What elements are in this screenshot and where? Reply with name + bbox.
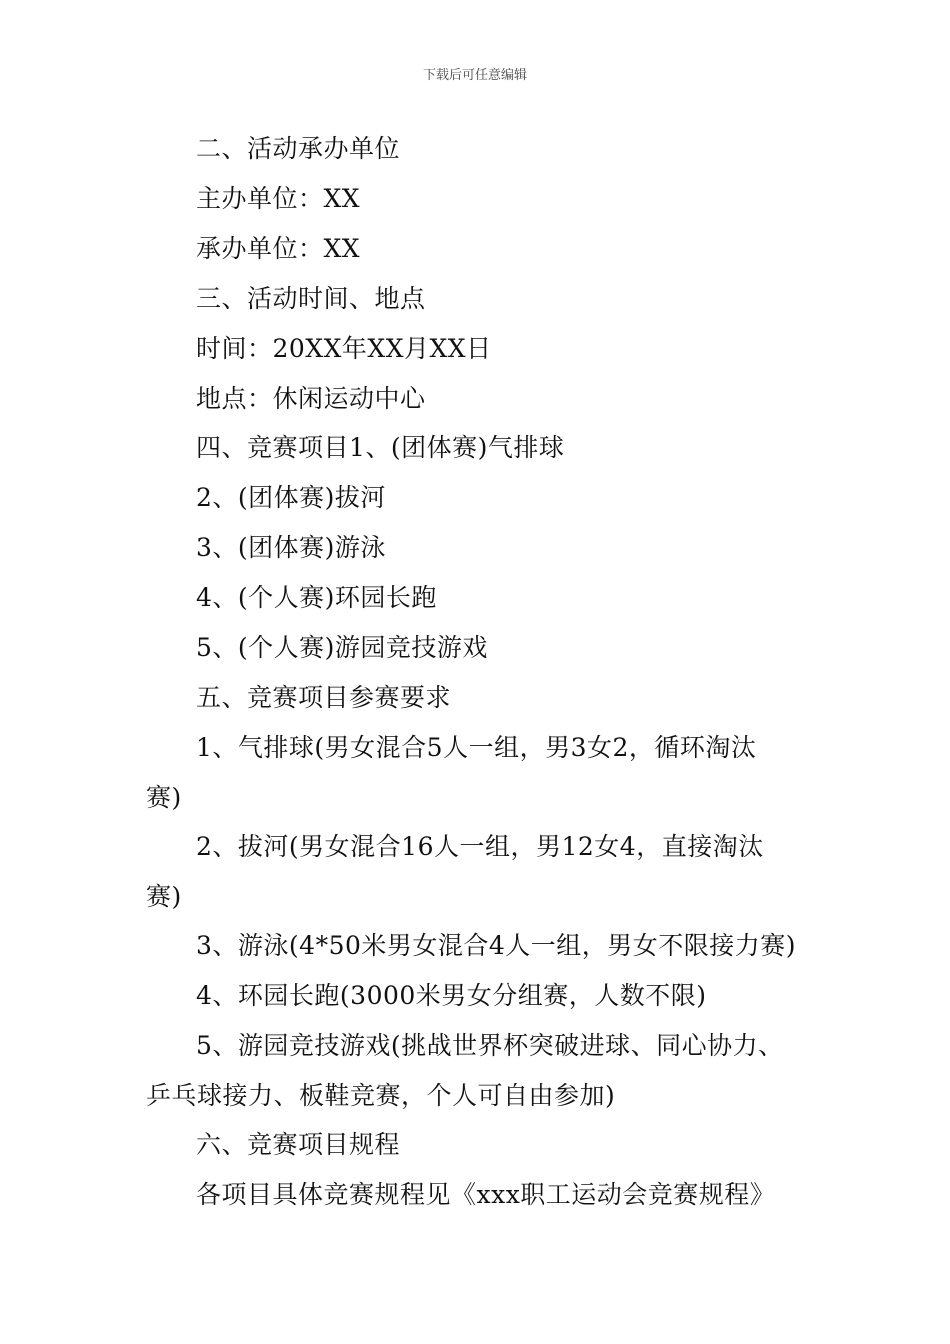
requirement-item-continued: 乒乓球接力、板鞋竞赛，个人可自由参加) [146, 1081, 616, 1110]
event-item: 5、(个人赛)游园竞技游戏 [196, 633, 488, 662]
section-heading-events: 四、竞赛项目1、(团体赛)气排球 [196, 433, 565, 462]
event-item: 4、(个人赛)环园长跑 [196, 583, 437, 612]
rules-reference-line: 各项目具体竞赛规程见《xxx职工运动会竞赛规程》 [196, 1180, 776, 1209]
host-unit-line: 主办单位：XX [196, 184, 361, 213]
section-heading-organizers: 二、活动承办单位 [196, 134, 401, 163]
requirement-item-continued: 赛) [146, 882, 182, 911]
place-line: 地点：休闲运动中心 [196, 384, 426, 413]
page-header: 下载后可任意编辑 [422, 68, 527, 83]
requirement-item-continued: 赛) [146, 783, 182, 812]
time-line: 时间：20XX年XX月XX日 [196, 334, 492, 363]
requirement-item: 1、气排球(男女混合5人一组，男3女2，循环淘汰 [196, 733, 757, 762]
section-heading-rules: 六、竞赛项目规程 [196, 1130, 401, 1159]
event-item: 3、(团体赛)游泳 [196, 533, 386, 562]
event-item: 2、(团体赛)拔河 [196, 483, 386, 512]
section-heading-requirements: 五、竞赛项目参赛要求 [196, 683, 452, 712]
section-heading-time-place: 三、活动时间、地点 [196, 284, 426, 313]
requirement-item: 4、环园长跑(3000米男女分组赛，人数不限) [196, 981, 707, 1010]
requirement-item: 5、游园竞技游戏(挑战世界杯突破进球、同心协力、 [196, 1031, 784, 1060]
requirement-item: 3、游泳(4*50米男女混合4人一组，男女不限接力赛) [196, 931, 797, 960]
requirement-item: 2、拔河(男女混合16人一组，男12女4，直接淘汰 [196, 832, 764, 861]
organizer-unit-line: 承办单位：XX [196, 234, 361, 263]
